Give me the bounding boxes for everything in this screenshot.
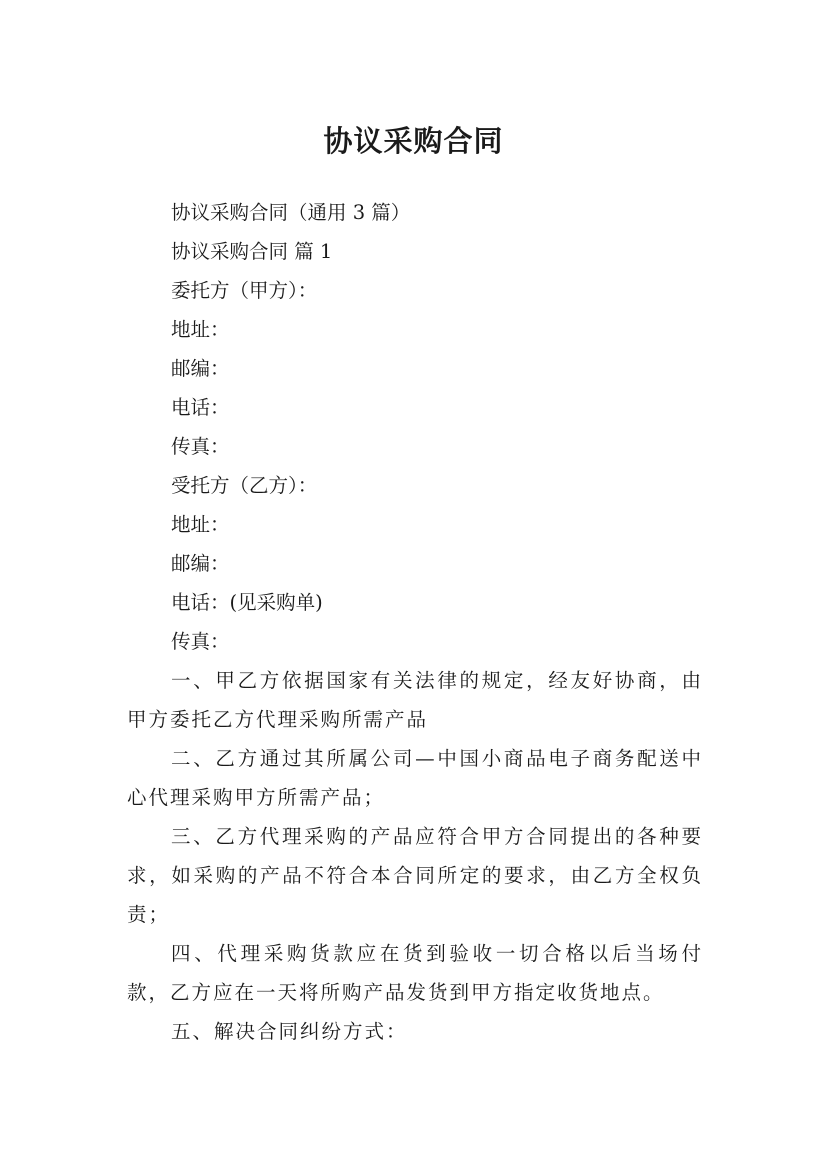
clause-4: 四、代理采购货款应在货到验收一切合格以后当场付款，乙方应在一天将所购产品发货到甲方指定收货地点。 bbox=[127, 942, 703, 1004]
party-b-phone: 电话：(见采购单) bbox=[171, 591, 323, 614]
party-b-postcode: 邮编： bbox=[171, 552, 230, 575]
clause-2: 二、乙方通过其所属公司—中国小商品电子商务配送中心代理采购甲方所需产品； bbox=[127, 747, 703, 809]
document-body bbox=[127, 193, 703, 1051]
party-a-label: 委托方（甲方）： bbox=[171, 279, 318, 302]
clause-1: 一、甲乙方依据国家有关法律的规定，经友好协商，由甲方委托乙方代理采购所需产品 bbox=[127, 669, 703, 731]
party-a-postcode: 邮编： bbox=[171, 357, 230, 380]
clause-5: 五、解决合同纠纷方式： bbox=[171, 1020, 408, 1043]
clause-3: 三、乙方代理采购的产品应符合甲方合同提出的各种要求，如采购的产品不符合本合同所定的要求，由乙方全权负责； bbox=[127, 825, 703, 926]
party-b-address: 地址： bbox=[171, 513, 230, 536]
heading-line: 协议采购合同（通用 3 篇） bbox=[171, 201, 411, 224]
document-title: 协议采购合同 bbox=[323, 124, 504, 159]
party-b-label: 受托方（乙方）： bbox=[171, 474, 318, 497]
party-a-fax: 传真： bbox=[171, 435, 230, 458]
section-heading: 协议采购合同 篇 1 bbox=[171, 240, 333, 263]
party-a-address: 地址： bbox=[171, 318, 230, 341]
party-b-fax: 传真： bbox=[171, 630, 230, 653]
party-a-phone: 电话： bbox=[171, 396, 230, 419]
